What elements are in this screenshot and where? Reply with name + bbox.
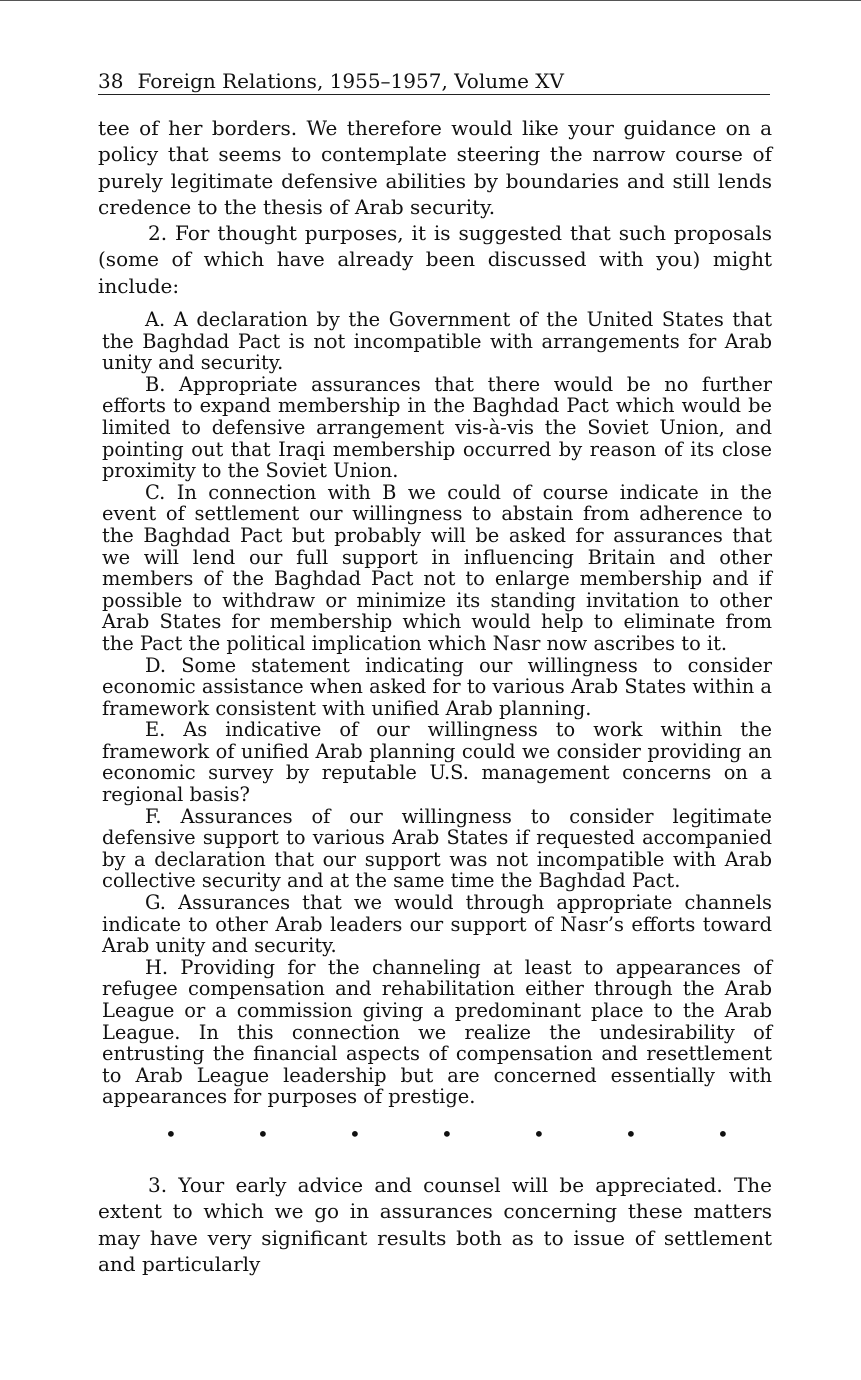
proposal-item-g: G. Assurances that we would through appropriate channels indicate to other Arab leaders our support of Nasr’s efforts toward Arab unity and security. [102,891,772,958]
ellipsis-dot: • [165,1122,177,1146]
ellipsis-dot: • [717,1122,729,1146]
proposal-item-d: D. Some statement indicating our willingness to consider economic assistance when asked for to various Arab States within a framework consistent with unified Arab planning. [102,653,772,720]
proposal-item-h: H. Providing for the channeling at least to appearances of refugee compensation and rehabilitation either through the Arab League or a commission giving a predominant place to the Arab League. In this connection we realize the undesirability of entrusting the financial aspects of compensation and resettlement to Arab League leadership but are concerned essentially with appearances for purposes of prestige. [102,955,772,1109]
continuation-paragraph [98,115,772,220]
ellipsis-dot: • [625,1122,637,1146]
omission-ellipsis [165,1122,729,1146]
proposal-item-a: A. A declaration by the Government of the United States that the Baghdad Pact is not incompatible with arrangements for Arab unity and security. [102,308,772,375]
ellipsis-dot: • [257,1122,269,1146]
proposal-item-c: C. In connection with B we could of course indicate in the event of settlement our willingness to abstain from adherence to the Baghdad Pact but probably will be asked for assurances that we will lend our full support in influencing Britain and other members of the Baghdad Pact not to enlarge membership and if possible to withdraw or minimize its standing invitation to other Arab States for membership which would help to eliminate from the Pact the political implication which Nasr now ascribes to it. [102,480,772,655]
paragraph-2-text: 2. For thought purposes, it is suggested that such proposals (some of which have already been discussed with you) might include: [98,221,772,298]
continuation-text: tee of her borders. We therefore would like your guidance on a policy that seems to contemplate steering the narrow course of purely legitimate defensive abilities by boundaries and still lends credence to the thesis of Arab security. [98,116,772,219]
volume-title: Foreign Relations, 1955–1957, Volume XV [137,69,564,93]
ellipsis-dot: • [349,1122,361,1146]
proposal-list [102,309,772,1108]
proposal-item-f: F. Assurances of our willingness to consider legitimate defensive support to various Arab States if requested accompanied by a declaration that our support was not incompatible with Arab collective security and at the same time the Baghdad Pact. [102,804,772,893]
page-number: 38 [98,69,124,93]
top-border-line [0,0,861,1]
paragraph-3 [98,1172,772,1277]
paragraph-2 [98,220,772,299]
proposal-item-e: E. As indicative of our willingness to work within the framework of unified Arab planning could we consider providing an economic survey by reputable U.S. management concerns on a regional basis? [102,718,772,807]
proposal-item-b: B. Appropriate assurances that there would be no further efforts to expand membership in the Baghdad Pact which would be limited to defensive arrangement vis-à-vis the Soviet Union, and pointing out that Iraqi membership occurred by reason of its close proximity to the Soviet Union. [102,372,772,483]
ellipsis-dot: • [441,1122,453,1146]
running-header [98,68,770,95]
ellipsis-dot: • [533,1122,545,1146]
paragraph-3-text: 3. Your early advice and counsel will be appreciated. The extent to which we go in assurances concerning these matters may have very significant results both as to issue of settlement and particularly [98,1173,772,1276]
